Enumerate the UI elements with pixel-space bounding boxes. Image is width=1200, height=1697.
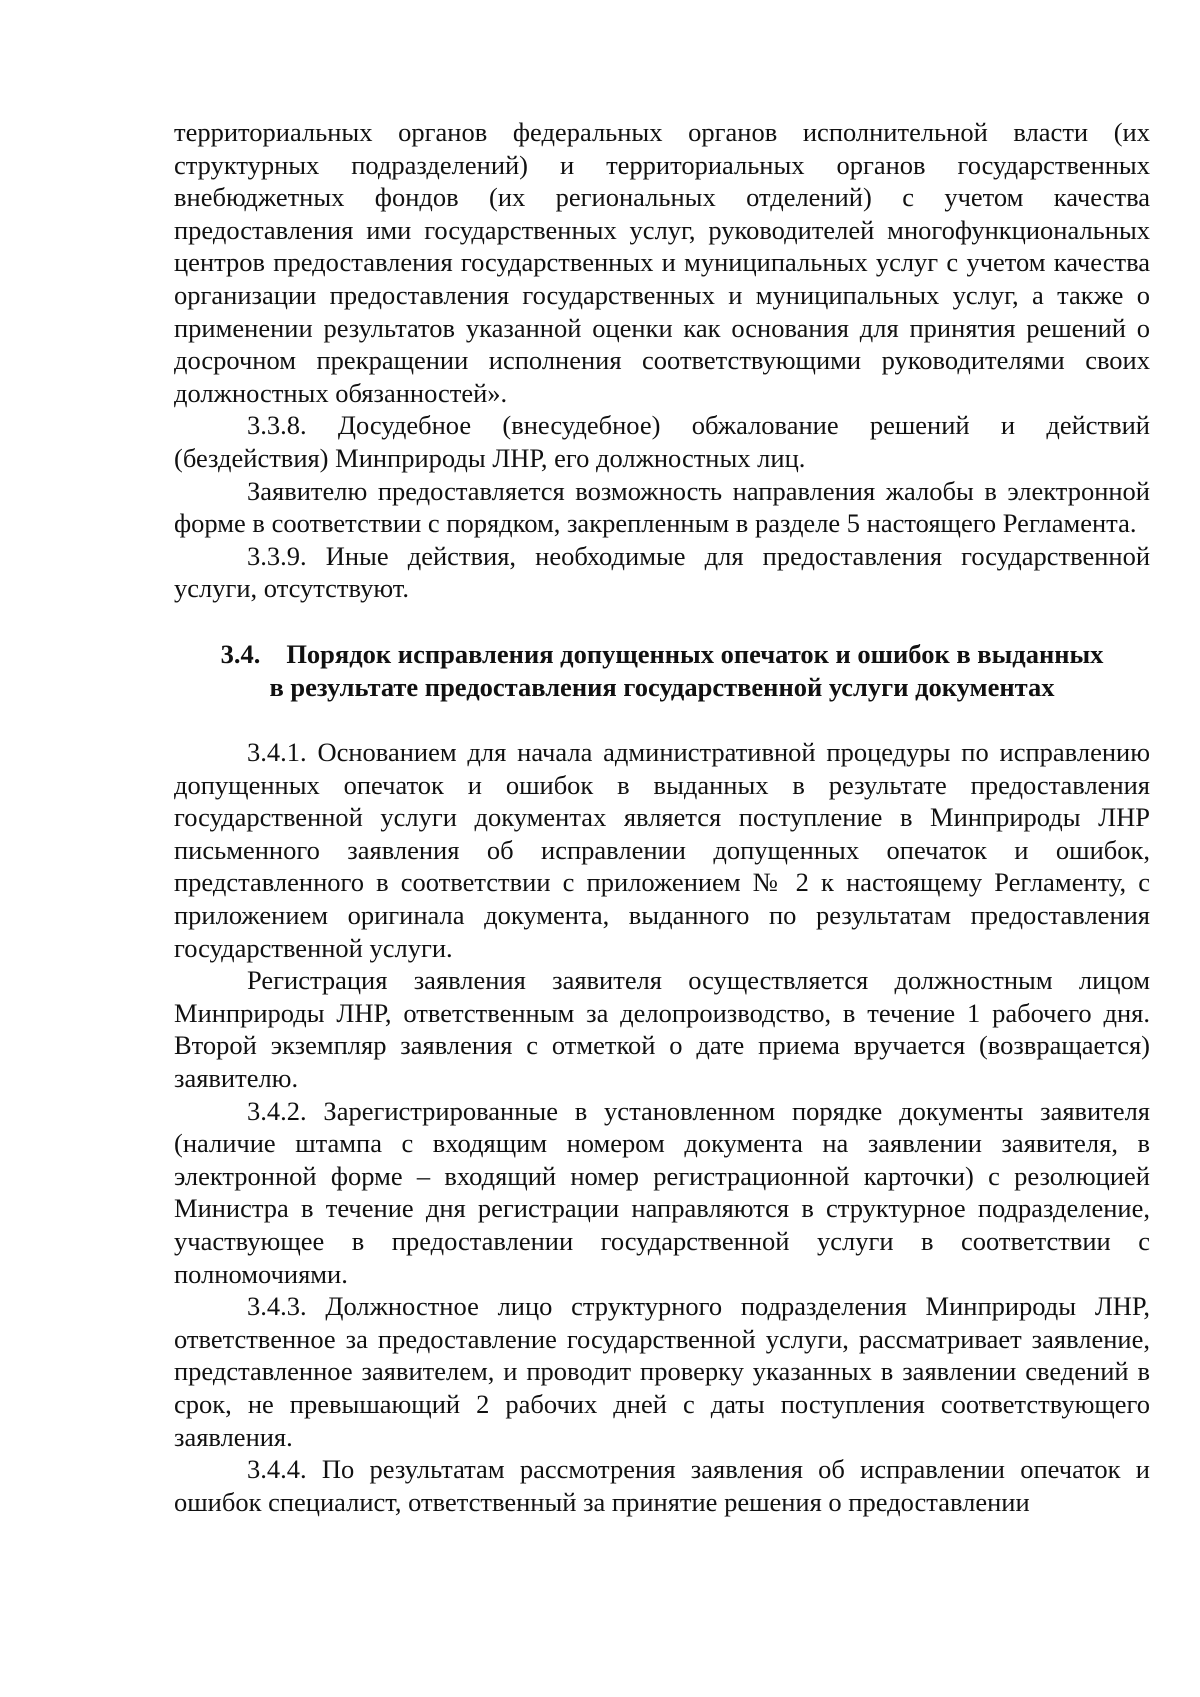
paragraph-3-4-2: 3.4.2. Зарегистрированные в установленном порядке документы заявителя (наличие штампа с входящим номером документа на заявлении заявителя, в электронной форме – входящий номер регистрационной карточки) с резолюцией Министра в течение дня регистрации направляются в структурное подразделение, участвующее в предоставлении государственной услуги в соответствии с полномочиями.: [174, 1095, 1150, 1289]
document-page: [174, 116, 1150, 1518]
paragraph-registration: Регистрация заявления заявителя осуществляется должностным лицом Минприроды ЛНР, ответственным за делопроизводство, в течение 1 рабочего дня. Второй экземпляр заявления с отметкой о дате приема вручается (возвращается) заявителю.: [174, 965, 1150, 1094]
section-title-line1: Порядок исправления допущенных опечаток и ошибок в выданных: [286, 638, 1104, 669]
section-title-line2: в результате предоставления государственной услуги документах: [269, 671, 1055, 702]
section-number: 3.4.: [220, 638, 261, 669]
paragraph-continuation: территориальных органов федеральных органов исполнительной власти (их структурных подразделений) и территориальных органов государственных внебюджетных фондов (их региональных отделений) с учетом качества предоставления ими государственных услуг, руководителей многофункциональных центров предоставления государственных и муниципальных услуг с учетом качества организации предоставления государственных и муниципальных услуг, а также о применении результатов указанной оценки как основания для принятия решений о досрочном прекращении исполнения соответствующими руководителями своих должностных обязанностей».: [174, 117, 1150, 408]
paragraph-3-3-9: 3.3.9. Иные действия, необходимые для предоставления государственной услуги, отсутствуют.: [174, 540, 1150, 604]
paragraph-3-4-3: 3.4.3. Должностное лицо структурного подразделения Минприроды ЛНР, ответственное за предоставление государственной услуги, рассматривает заявление, представленное заявителем, и проводит проверку указанных в заявлении сведений в срок, не превышающий 2 рабочих дней с даты поступления соответствующего заявления.: [174, 1291, 1150, 1452]
paragraph-3-3-8: 3.3.8. Досудебное (внесудебное) обжалование решений и действий (бездействия) Минприроды ЛНР, его должностных лиц.: [174, 410, 1150, 473]
section-heading-3-4: [174, 638, 1150, 703]
paragraph-3-4-1: 3.4.1. Основанием для начала административной процедуры по исправлению допущенных опечаток и ошибок в выданных в результате предоставления государственной услуги документах является поступление в Минприроды ЛНР письменного заявления об исправлении допущенных опечаток и ошибок, представленного в соответствии с приложением № 2 к настоящему Регламенту, с приложением оригинала документа, выданного по результатам предоставления государственной услуги.: [174, 737, 1150, 963]
paragraph-complaint: Заявителю предоставляется возможность направления жалобы в электронной форме в соответствии с порядком, закрепленным в разделе 5 настоящего Регламента.: [174, 475, 1150, 539]
paragraph-3-4-4: 3.4.4. По результатам рассмотрения заявления об исправлении опечаток и ошибок специалист, ответственный за принятие решения о предоставлении: [174, 1454, 1150, 1517]
